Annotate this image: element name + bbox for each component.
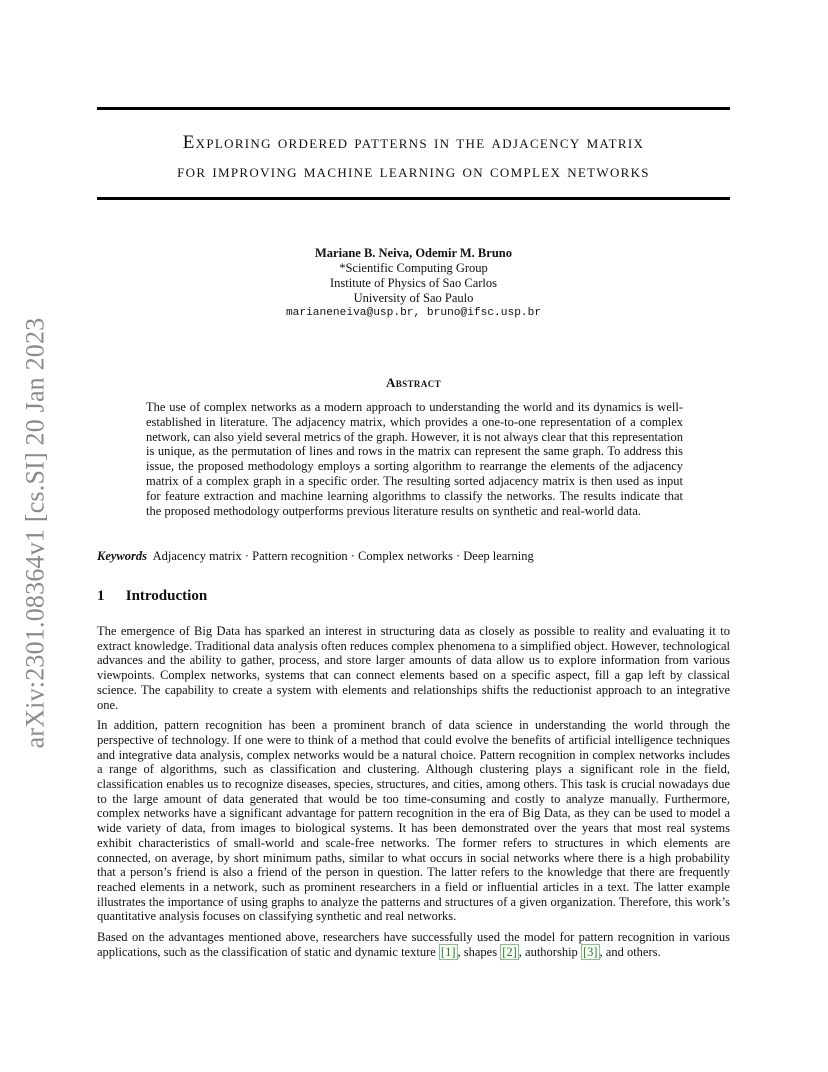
author-names: Mariane B. Neiva, Odemir M. Bruno bbox=[315, 246, 512, 260]
arxiv-id-text: arXiv:2301.08364v1 [cs.SI] 20 Jan 2023 bbox=[20, 317, 50, 748]
abstract-heading: Abstract bbox=[385, 375, 442, 390]
keywords-label: Keywords bbox=[97, 549, 147, 563]
author-emails: marianeneiva@usp.br, bruno@ifsc.usp.br bbox=[285, 307, 542, 319]
paragraph-2: In addition, pattern recognition has been a prominent branch of data science in understanding the world through the perspective of technology. If one were to think of a method that could evolve the benefits of artificial intelligence techniques and integrative data analysis, complex networks would be a natural choice. Pattern recognition in complex networks includes a range of algorithms, such as classification and clustering. Although clustering plays a significant role in the field, classification enables us to recognize diseases, species, structures, and cities, among others. This task is crucial nowadays due to the large amount of data generated that would be too time-consuming and costly to analyze manually. Furthermore, complex networks have a significant advantage for pattern recognition in the era of Big Data, as they can be used to model a wide variety of data, from images to biological systems. It has been demonstrated over the years that most real systems exhibit characteristics of small-world and scale-free networks. The former refers to structures in which elements are connected, on average, by short minimum paths, similar to what occurs in social networks where there is a high probability that a person’s friend is also a friend of the person in question. The latter refers to the knowledge that there are frequently reached elements in a network, such as prominent researchers in a field or influential articles in a text. The latter example illustrates the importance of using graphs to analyze the patterns and structures of a given organization. Therefore, this work’s quantitative analysis focuses on classifying synthetic and real networks. bbox=[97, 718, 730, 924]
paragraph-3-end: , and others. bbox=[599, 944, 661, 959]
body-text bbox=[97, 624, 730, 965]
section-title: Introduction bbox=[125, 588, 208, 604]
paper-title bbox=[97, 128, 730, 186]
section-heading bbox=[97, 588, 730, 605]
title-rule-bottom bbox=[97, 197, 730, 200]
section-number: 1 bbox=[97, 588, 105, 604]
keywords-line bbox=[97, 549, 737, 564]
author-institute: Institute of Physics of Sao Carlos bbox=[329, 276, 497, 290]
paragraph-1: The emergence of Big Data has sparked an interest in structuring data as closely as possible to reality and evaluating it to extract knowledge. Traditional data analysis often reduces complex phenomena to a simplified object. However, technological advances and the ability to gather, process, and store larger amounts of data allow us to explore information from various viewpoints. Complex networks, systems that can connect elements based on a specific aspect, fill a gap left by classical science. The capability to create a system with elements and relationships shifts the reductionist approach to an integrative one. bbox=[97, 624, 730, 712]
keywords-text: Adjacency matrix · Pattern recognition · Complex networks · Deep learning bbox=[152, 549, 534, 563]
paragraph-3 bbox=[97, 930, 730, 959]
title-line-2: for improving machine learning on complex networks bbox=[177, 161, 650, 182]
abstract-text: The use of complex networks as a modern approach to understanding the world and its dynamics is well-established in literature. The adjacency matrix, which provides a one-to-one representation of a complex network, can also yield several metrics of the graph. However, it is not always clear that this representation is unique, as the permutation of lines and rows in the matrix can represent the same graph. To address this issue, the proposed methodology employs a sorting algorithm to rearrange the elements of the adjacency matrix of a complex graph in a specific order. The resulting sorted adjacency matrix is then used as input for feature extraction and machine learning algorithms to classify the networks. The results indicate that the proposed methodology outperforms previous literature results on synthetic and real-world data. bbox=[146, 400, 683, 518]
citation-link-2[interactable]: [2] bbox=[502, 944, 517, 959]
citation-link-1[interactable]: [1] bbox=[440, 944, 456, 959]
citation-link-3[interactable]: [3] bbox=[582, 944, 598, 959]
arxiv-side-identifier bbox=[13, 305, 58, 760]
paragraph-3-start: Based on the advantages mentioned above, researchers have successfully used the model for pattern recognition in various applications, such as the classification of static and dynamic texture bbox=[97, 930, 730, 959]
author-block bbox=[97, 246, 730, 321]
author-university: University of Sao Paulo bbox=[353, 291, 474, 305]
title-line-1: Exploring ordered patterns in the adjacency matrix bbox=[182, 132, 645, 153]
paragraph-3-mid-2: , authorship bbox=[518, 944, 581, 959]
author-group: *Scientific Computing Group bbox=[339, 261, 488, 275]
paragraph-3-mid-1: , shapes bbox=[457, 944, 501, 959]
title-rule-top bbox=[97, 107, 730, 110]
